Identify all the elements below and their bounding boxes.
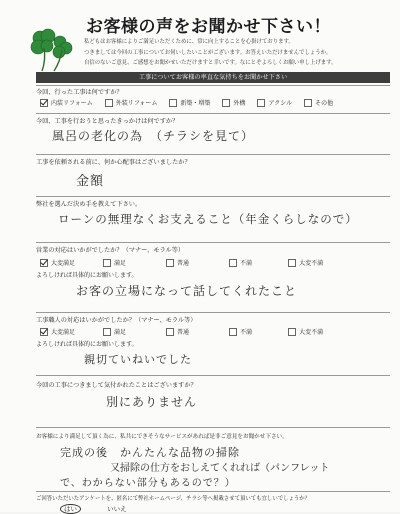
craftsman-rating-options: [40, 327, 394, 336]
option-label: 満足: [114, 329, 127, 336]
checkbox[interactable]: [257, 99, 265, 107]
checkbox[interactable]: [40, 259, 48, 267]
option-label: 不満: [240, 329, 253, 336]
intro-text: [84, 37, 390, 69]
checkbox[interactable]: [103, 328, 111, 336]
checkbox[interactable]: [304, 99, 312, 107]
divider: [36, 375, 390, 376]
question-label: お客様により満足して頂く為に、私共にできそうなサービスがあれば是非ご意見をお聞かせ下さい。: [36, 434, 288, 440]
option-label: 新築・増築: [180, 100, 211, 107]
rating-very-satisfied[interactable]: [40, 327, 75, 336]
option-label: 外構: [233, 100, 246, 107]
question-label: 工事職人の対応はいかがでしたか？（マナー、モラル等）: [36, 317, 197, 324]
rating-normal[interactable]: [166, 327, 189, 336]
option-label: 普通: [177, 329, 190, 336]
option-label: 不満: [240, 260, 253, 267]
checkbox[interactable]: [103, 259, 111, 267]
intro-line: 私どもはお客様によりご満足いただくために、常に向上することを心掛けております。: [84, 39, 294, 45]
rating-dissatisfied[interactable]: [229, 258, 252, 267]
publish-consent-question: ご回答いただいたアンケートを、匿名にて弊社ホームページ、チラシ等へ掲載させて頂いても宜しいでしょうか？: [36, 496, 311, 502]
checkbox[interactable]: [288, 259, 296, 267]
checkbox[interactable]: [166, 259, 174, 267]
option-label: 内装リフォーム: [51, 100, 93, 107]
sales-rating-options: [40, 258, 394, 267]
handwritten-answer: 別にありません: [106, 395, 198, 409]
option-label: アクシル: [268, 100, 293, 107]
checkbox[interactable]: [222, 99, 230, 107]
option-exterior[interactable]: [105, 98, 158, 107]
rating-very-dissatisfied[interactable]: [288, 327, 323, 336]
option-label: 大変満足: [51, 260, 76, 267]
divider: [36, 196, 390, 197]
question-label: 工事を依頼される前に、何か心配事はございましたか？: [36, 159, 191, 166]
checkbox[interactable]: [229, 328, 237, 336]
checkbox[interactable]: [40, 99, 48, 107]
intro-line: 自信のないご意見、ご感想をお聞かせいただけますと幸いです。なにとぞよろしくお願い申し上げます。: [84, 60, 337, 66]
rating-normal[interactable]: [166, 258, 189, 267]
option-label: 大変不満: [299, 329, 324, 336]
option-label: 普通: [177, 260, 190, 267]
option-label: 大変不満: [299, 260, 324, 267]
question-label: 今回、工事を行おうと思ったきっかけは何ですか？: [36, 118, 179, 125]
question-label: 今回、行った工事は何ですか？: [36, 89, 123, 96]
rating-satisfied[interactable]: [103, 258, 126, 267]
rating-satisfied[interactable]: [103, 327, 126, 336]
divider: [36, 491, 390, 492]
handwritten-answer-line: 完成の後 かんたんな品物の掃除: [60, 446, 240, 459]
checkbox[interactable]: [166, 328, 174, 336]
checkbox[interactable]: [40, 328, 48, 336]
question-label: 営業の対応はいかがでしたか？（マナー、モラル等）: [36, 247, 185, 254]
clover-icon: [24, 26, 76, 72]
no-option[interactable]: いいえ: [107, 505, 127, 513]
yes-option[interactable]: はい: [60, 504, 81, 514]
question-label: 今回の工事につきまして気付かれたことはございますか？: [36, 382, 197, 389]
intro-line: つきましては今回の工事についてお伺いしたいことがございます。お答えいただけませんでしょうか。: [84, 49, 332, 56]
option-label: その他: [315, 100, 334, 107]
question-label: 弊社を選んだ決め手を教えて下さい。: [36, 201, 142, 208]
option-label: 外装リフォーム: [115, 100, 158, 107]
rating-very-satisfied[interactable]: [40, 258, 75, 267]
divider: [36, 113, 390, 114]
work-type-options: [40, 98, 394, 107]
handwritten-answer: 金額: [76, 174, 105, 189]
checkbox[interactable]: [229, 259, 237, 267]
option-label: 満足: [114, 260, 127, 267]
handwritten-answer: 風呂の老化の為 （チラシを見て）: [52, 129, 255, 143]
option-label: 大変満足: [51, 329, 76, 336]
handwritten-answer: ローンの無理なくお支えること（年金くらしなので）: [58, 212, 358, 226]
rating-dissatisfied[interactable]: [229, 327, 252, 336]
option-acsil[interactable]: [257, 98, 292, 107]
sub-prompt: よろしければ具体的にお願いします。: [36, 341, 138, 348]
handwritten-answer-line: で、わからない部分もあるので？）: [60, 478, 236, 489]
sub-prompt: よろしければ具体的にお願いします。: [36, 272, 138, 279]
divider: [36, 85, 390, 86]
option-exterior-structure[interactable]: [222, 98, 245, 107]
rating-very-dissatisfied[interactable]: [288, 258, 323, 267]
handwritten-answer: 親切ていねいでした: [84, 353, 192, 366]
handwritten-answer-line: 又掃除の仕方をおしえてくれれば（パンフレット: [110, 463, 330, 474]
divider: [36, 154, 390, 155]
checkbox[interactable]: [105, 99, 113, 107]
page-title: お客様の声をお聞かせ下さい！: [86, 17, 331, 37]
option-new-build[interactable]: [169, 98, 210, 107]
handwritten-answer: お客の立場になって話してくれたこと: [76, 284, 298, 298]
option-other[interactable]: [304, 98, 333, 107]
option-interior[interactable]: [40, 98, 93, 107]
checkbox[interactable]: [288, 328, 296, 336]
section-banner: 工事についてお客様の率直な気持ちをお聞かせ下さい: [36, 72, 390, 83]
checkbox[interactable]: [169, 99, 177, 107]
divider: [36, 242, 390, 243]
divider: [36, 312, 390, 313]
divider: [36, 427, 390, 428]
